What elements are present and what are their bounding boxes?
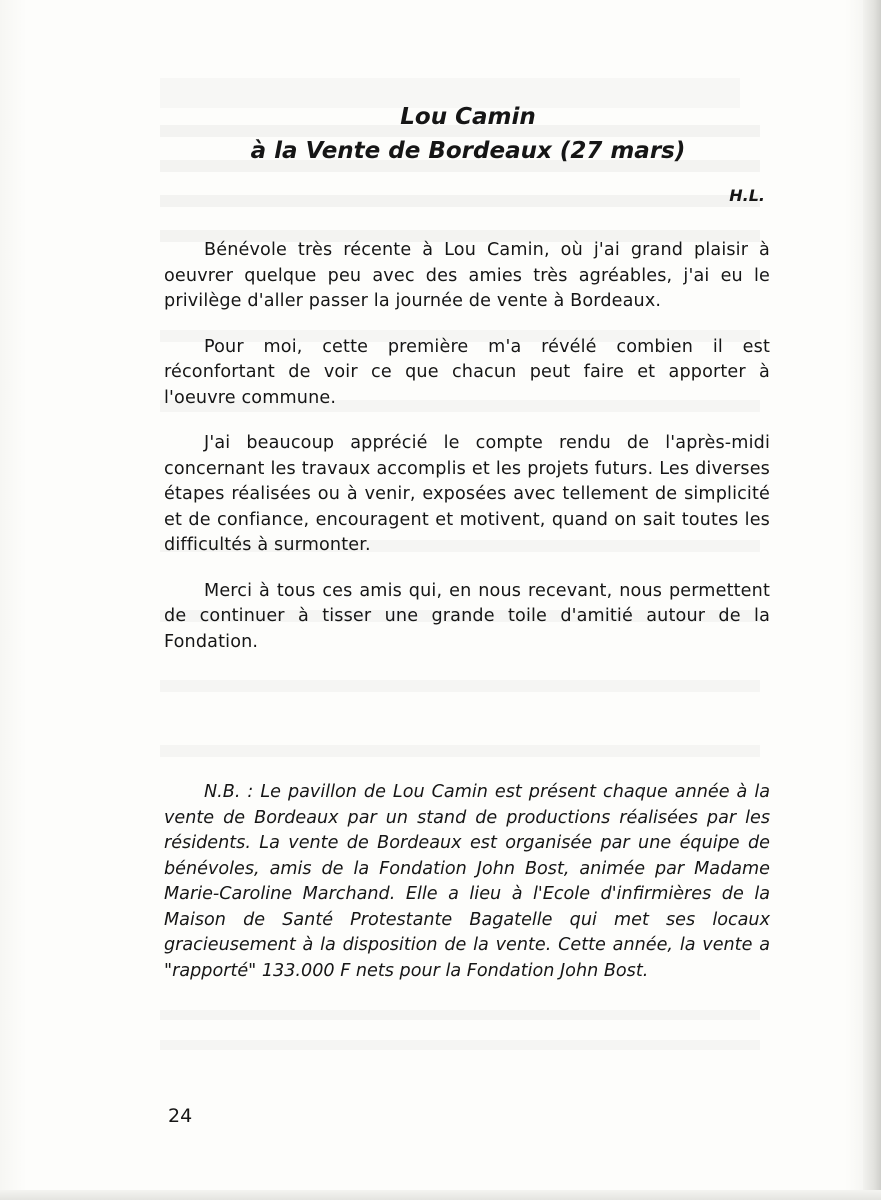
title-line-2: à la Vente de Bordeaux (27 mars): [250, 138, 686, 164]
article-title: [160, 100, 776, 168]
paragraph-4: Merci à tous ces amis qui, en nous recevant, nous permettent de continuer à tisser une grande toile d'amitié autour de la Fondation.: [164, 580, 770, 652]
paragraph-3: J'ai beaucoup apprécié le compte rendu de l'après-midi concernant les travaux accomplis et les projets futurs. Les diverses étapes réalisées ou à venir, exposées avec tellement de simplicité et de confiance, encouragent et motivent, quand on sait toutes les difficultés à surmonter.: [164, 433, 770, 555]
paragraph-2: Pour moi, cette première m'a révélé combien il est réconfortant de voir ce que chacun peut faire et apporter à l'oeuvre commune.: [164, 336, 770, 408]
article-body: [164, 238, 770, 675]
author-initials: H.L.: [729, 186, 765, 205]
note-text: N.B. : Le pavillon de Lou Camin est présent chaque année à la vente de Bordeaux par un stand de productions réalisées par les résidents. La vente de Bordeaux est organisée par une équipe de bénévoles, amis de la Fondation John Bost, animée par Madame Marie-Caroline Marchand. Elle a lieu à l'Ecole d'infirmières de la Maison de Santé Protestante Bagatelle qui met ses locaux gracieusement à la disposition de la vente. Cette année, la vente a "rapporté" 133.000 F nets pour la Fondation John Bost.: [164, 782, 770, 981]
page-bottom-edge: [0, 1190, 881, 1200]
paragraph-1: Bénévole très récente à Lou Camin, où j'ai grand plaisir à oeuvrer quelque peu avec des amies très agréables, j'ai eu le privilège d'aller passer la journée de vente à Bordeaux.: [164, 240, 770, 311]
nota-bene: [164, 780, 770, 984]
page-number: 24: [168, 1105, 193, 1127]
page-right-edge: [863, 0, 881, 1200]
title-line-1: Lou Camin: [400, 104, 536, 130]
